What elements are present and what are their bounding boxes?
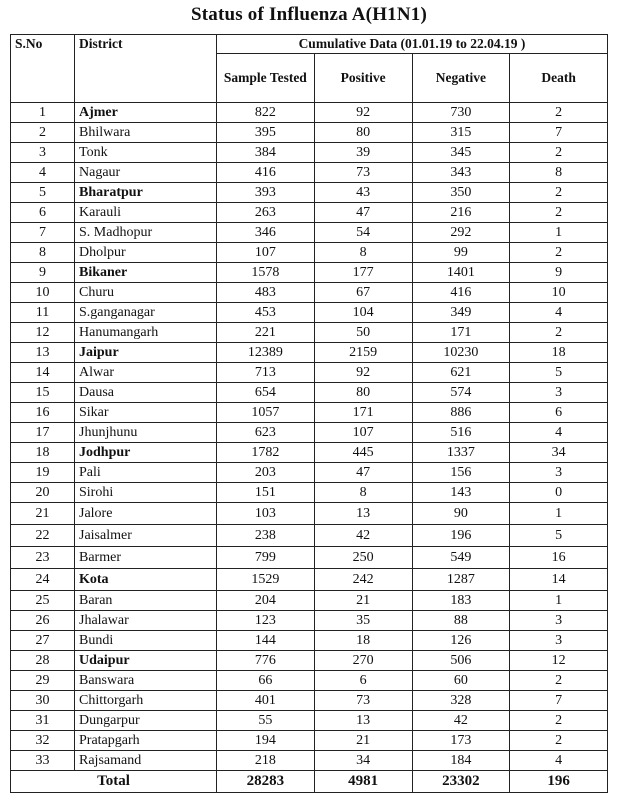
- cell-death: 3: [510, 611, 608, 631]
- table-row: [11, 691, 608, 711]
- cell-negative: 173: [412, 731, 510, 751]
- cell-sno: 27: [11, 631, 75, 651]
- cell-death: 5: [510, 363, 608, 383]
- cell-sno: 3: [11, 143, 75, 163]
- cell-sample-tested: 1782: [217, 443, 315, 463]
- cell-positive: 42: [314, 525, 412, 547]
- cell-death: 2: [510, 323, 608, 343]
- table-row: [11, 223, 608, 243]
- cell-sno: 28: [11, 651, 75, 671]
- cell-death: 2: [510, 103, 608, 123]
- cell-death: 1: [510, 591, 608, 611]
- table-row: [11, 243, 608, 263]
- cell-positive: 8: [314, 483, 412, 503]
- cell-sno: 33: [11, 751, 75, 771]
- table-row: [11, 547, 608, 569]
- cell-district: Bikaner: [75, 263, 217, 283]
- h1n1-status-table: [10, 34, 608, 793]
- cell-sno: 8: [11, 243, 75, 263]
- table-row: [11, 443, 608, 463]
- cell-sno: 30: [11, 691, 75, 711]
- cell-death: 3: [510, 383, 608, 403]
- cell-negative: 184: [412, 751, 510, 771]
- cell-sample-tested: 822: [217, 103, 315, 123]
- cell-negative: 730: [412, 103, 510, 123]
- cell-negative: 315: [412, 123, 510, 143]
- cell-positive: 8: [314, 243, 412, 263]
- cell-sno: 9: [11, 263, 75, 283]
- cell-positive: 242: [314, 569, 412, 591]
- cell-district: Jhunjhunu: [75, 423, 217, 443]
- table-row: [11, 203, 608, 223]
- cell-sno: 24: [11, 569, 75, 591]
- table-row: [11, 423, 608, 443]
- cell-death: 2: [510, 183, 608, 203]
- header-positive: Positive: [314, 54, 412, 103]
- cell-negative: 328: [412, 691, 510, 711]
- cell-positive: 73: [314, 163, 412, 183]
- cell-district: Bharatpur: [75, 183, 217, 203]
- cell-sno: 29: [11, 671, 75, 691]
- cell-positive: 50: [314, 323, 412, 343]
- table-row: [11, 343, 608, 363]
- cell-positive: 171: [314, 403, 412, 423]
- cell-negative: 516: [412, 423, 510, 443]
- cell-positive: 43: [314, 183, 412, 203]
- table-row: [11, 383, 608, 403]
- cell-positive: 2159: [314, 343, 412, 363]
- cell-total-positive: 4981: [314, 771, 412, 793]
- cell-positive: 34: [314, 751, 412, 771]
- cell-sample-tested: 346: [217, 223, 315, 243]
- cell-death: 7: [510, 123, 608, 143]
- cell-sample-tested: 623: [217, 423, 315, 443]
- table-row: [11, 731, 608, 751]
- cell-death: 2: [510, 711, 608, 731]
- total-row: [11, 771, 608, 793]
- cell-negative: 60: [412, 671, 510, 691]
- cell-sample-tested: 393: [217, 183, 315, 203]
- table-row: [11, 463, 608, 483]
- cell-district: Jhalawar: [75, 611, 217, 631]
- cell-district: Dungarpur: [75, 711, 217, 731]
- cell-district: Udaipur: [75, 651, 217, 671]
- total-label: Total: [11, 771, 217, 793]
- cell-sno: 2: [11, 123, 75, 143]
- cell-positive: 104: [314, 303, 412, 323]
- cell-sno: 32: [11, 731, 75, 751]
- cell-sample-tested: 103: [217, 503, 315, 525]
- cell-sno: 1: [11, 103, 75, 123]
- cell-sno: 10: [11, 283, 75, 303]
- cell-sample-tested: 194: [217, 731, 315, 751]
- cell-death: 1: [510, 223, 608, 243]
- cell-positive: 107: [314, 423, 412, 443]
- cell-sno: 17: [11, 423, 75, 443]
- table-row: [11, 751, 608, 771]
- table-row: [11, 363, 608, 383]
- table-row: [11, 483, 608, 503]
- table-row: [11, 403, 608, 423]
- cell-positive: 18: [314, 631, 412, 651]
- header-negative: Negative: [412, 54, 510, 103]
- cell-sample-tested: 401: [217, 691, 315, 711]
- cell-death: 3: [510, 631, 608, 651]
- cell-negative: 171: [412, 323, 510, 343]
- cell-district: Dholpur: [75, 243, 217, 263]
- header-district: District: [75, 35, 217, 103]
- cell-negative: 216: [412, 203, 510, 223]
- cell-negative: 549: [412, 547, 510, 569]
- cell-positive: 445: [314, 443, 412, 463]
- cell-negative: 349: [412, 303, 510, 323]
- cell-negative: 126: [412, 631, 510, 651]
- cell-sample-tested: 713: [217, 363, 315, 383]
- cell-positive: 35: [314, 611, 412, 631]
- cell-negative: 506: [412, 651, 510, 671]
- table-row: [11, 283, 608, 303]
- cell-death: 12: [510, 651, 608, 671]
- cell-death: 18: [510, 343, 608, 363]
- cell-district: Jodhpur: [75, 443, 217, 463]
- cell-negative: 1287: [412, 569, 510, 591]
- cell-negative: 1337: [412, 443, 510, 463]
- cell-positive: 177: [314, 263, 412, 283]
- cell-negative: 99: [412, 243, 510, 263]
- cell-district: Pratapgarh: [75, 731, 217, 751]
- cell-negative: 621: [412, 363, 510, 383]
- cell-district: Sikar: [75, 403, 217, 423]
- cell-sno: 25: [11, 591, 75, 611]
- table-row: [11, 263, 608, 283]
- header-sample-tested: Sample Tested: [217, 54, 315, 103]
- cell-negative: 350: [412, 183, 510, 203]
- cell-district: Ajmer: [75, 103, 217, 123]
- cell-sample-tested: 799: [217, 547, 315, 569]
- cell-district: Rajsamand: [75, 751, 217, 771]
- cell-negative: 345: [412, 143, 510, 163]
- header-sno: S.No: [11, 35, 75, 103]
- table-row: [11, 183, 608, 203]
- cell-positive: 250: [314, 547, 412, 569]
- cell-sample-tested: 416: [217, 163, 315, 183]
- cell-sample-tested: 151: [217, 483, 315, 503]
- cell-district: Dausa: [75, 383, 217, 403]
- cell-death: 8: [510, 163, 608, 183]
- cell-negative: 1401: [412, 263, 510, 283]
- cell-district: Jalore: [75, 503, 217, 525]
- table-row: [11, 651, 608, 671]
- cell-district: Baran: [75, 591, 217, 611]
- cell-sample-tested: 384: [217, 143, 315, 163]
- cell-district: Karauli: [75, 203, 217, 223]
- cell-total-death: 196: [510, 771, 608, 793]
- cell-district: Barmer: [75, 547, 217, 569]
- table-row: [11, 123, 608, 143]
- cell-sno: 12: [11, 323, 75, 343]
- header-death: Death: [510, 54, 608, 103]
- cell-death: 6: [510, 403, 608, 423]
- table-row: [11, 569, 608, 591]
- table-row: [11, 323, 608, 343]
- cell-death: 4: [510, 751, 608, 771]
- cell-sample-tested: 776: [217, 651, 315, 671]
- cell-sample-tested: 55: [217, 711, 315, 731]
- cell-district: Nagaur: [75, 163, 217, 183]
- cell-sno: 26: [11, 611, 75, 631]
- cell-positive: 92: [314, 103, 412, 123]
- cell-positive: 21: [314, 591, 412, 611]
- cell-sno: 31: [11, 711, 75, 731]
- cell-sno: 13: [11, 343, 75, 363]
- cell-death: 10: [510, 283, 608, 303]
- table-row: [11, 163, 608, 183]
- cell-positive: 73: [314, 691, 412, 711]
- cell-death: 4: [510, 423, 608, 443]
- cell-sample-tested: 123: [217, 611, 315, 631]
- cell-sample-tested: 221: [217, 323, 315, 343]
- cell-sample-tested: 12389: [217, 343, 315, 363]
- cell-sno: 6: [11, 203, 75, 223]
- cell-negative: 10230: [412, 343, 510, 363]
- cell-sample-tested: 395: [217, 123, 315, 143]
- cell-district: Chittorgarh: [75, 691, 217, 711]
- cell-negative: 156: [412, 463, 510, 483]
- table-row: [11, 711, 608, 731]
- cell-negative: 42: [412, 711, 510, 731]
- cell-district: Pali: [75, 463, 217, 483]
- cell-sample-tested: 238: [217, 525, 315, 547]
- cell-sno: 5: [11, 183, 75, 203]
- cell-sample-tested: 1529: [217, 569, 315, 591]
- table-row: [11, 671, 608, 691]
- table-body: [11, 103, 608, 793]
- cell-sample-tested: 654: [217, 383, 315, 403]
- cell-sample-tested: 1057: [217, 403, 315, 423]
- cell-district: Jaipur: [75, 343, 217, 363]
- cell-sno: 11: [11, 303, 75, 323]
- cell-district: Sirohi: [75, 483, 217, 503]
- cell-sno: 18: [11, 443, 75, 463]
- table-row: [11, 611, 608, 631]
- cell-positive: 54: [314, 223, 412, 243]
- cell-death: 2: [510, 671, 608, 691]
- cell-sample-tested: 203: [217, 463, 315, 483]
- cell-district: Banswara: [75, 671, 217, 691]
- cell-death: 2: [510, 143, 608, 163]
- cell-death: 7: [510, 691, 608, 711]
- cell-death: 2: [510, 243, 608, 263]
- cell-district: Bhilwara: [75, 123, 217, 143]
- cell-sno: 23: [11, 547, 75, 569]
- cell-district: Tonk: [75, 143, 217, 163]
- cell-negative: 292: [412, 223, 510, 243]
- cell-sno: 15: [11, 383, 75, 403]
- cell-district: Alwar: [75, 363, 217, 383]
- page-title: Status of Influenza A(H1N1): [190, 4, 428, 25]
- cell-sample-tested: 144: [217, 631, 315, 651]
- cell-negative: 574: [412, 383, 510, 403]
- cell-negative: 90: [412, 503, 510, 525]
- cell-district: S. Madhopur: [75, 223, 217, 243]
- cell-negative: 343: [412, 163, 510, 183]
- cell-district: Kota: [75, 569, 217, 591]
- cell-positive: 80: [314, 123, 412, 143]
- cell-positive: 21: [314, 731, 412, 751]
- table-row: [11, 525, 608, 547]
- cell-death: 2: [510, 203, 608, 223]
- cell-death: 14: [510, 569, 608, 591]
- cell-sno: 4: [11, 163, 75, 183]
- cell-district: S.ganganagar: [75, 303, 217, 323]
- cell-sno: 22: [11, 525, 75, 547]
- cell-district: Churu: [75, 283, 217, 303]
- cell-negative: 196: [412, 525, 510, 547]
- cell-positive: 270: [314, 651, 412, 671]
- cell-sample-tested: 204: [217, 591, 315, 611]
- cell-death: 0: [510, 483, 608, 503]
- cell-district: Hanumangarh: [75, 323, 217, 343]
- table-row: [11, 503, 608, 525]
- table-row: [11, 103, 608, 123]
- cell-negative: 143: [412, 483, 510, 503]
- cell-death: 4: [510, 303, 608, 323]
- table-row: [11, 591, 608, 611]
- cell-negative: 183: [412, 591, 510, 611]
- cell-sample-tested: 1578: [217, 263, 315, 283]
- cell-death: 3: [510, 463, 608, 483]
- cell-sample-tested: 263: [217, 203, 315, 223]
- cell-sample-tested: 483: [217, 283, 315, 303]
- header-cumulative: Cumulative Data (01.01.19 to 22.04.19 ): [217, 35, 608, 54]
- table-row: [11, 303, 608, 323]
- cell-death: 34: [510, 443, 608, 463]
- table-row: [11, 143, 608, 163]
- cell-sno: 7: [11, 223, 75, 243]
- cell-sample-tested: 218: [217, 751, 315, 771]
- cell-death: 16: [510, 547, 608, 569]
- cell-total-negative: 23302: [412, 771, 510, 793]
- cell-negative: 886: [412, 403, 510, 423]
- cell-sample-tested: 453: [217, 303, 315, 323]
- cell-sample-tested: 107: [217, 243, 315, 263]
- cell-death: 2: [510, 731, 608, 751]
- cell-positive: 6: [314, 671, 412, 691]
- cell-sno: 16: [11, 403, 75, 423]
- cell-sno: 20: [11, 483, 75, 503]
- cell-positive: 92: [314, 363, 412, 383]
- cell-positive: 47: [314, 463, 412, 483]
- cell-positive: 13: [314, 711, 412, 731]
- cell-district: Jaisalmer: [75, 525, 217, 547]
- cell-positive: 13: [314, 503, 412, 525]
- cell-sno: 14: [11, 363, 75, 383]
- cell-positive: 47: [314, 203, 412, 223]
- cell-total-sample-tested: 28283: [217, 771, 315, 793]
- cell-death: 1: [510, 503, 608, 525]
- cell-positive: 67: [314, 283, 412, 303]
- cell-sample-tested: 66: [217, 671, 315, 691]
- cell-positive: 39: [314, 143, 412, 163]
- cell-negative: 416: [412, 283, 510, 303]
- cell-negative: 88: [412, 611, 510, 631]
- cell-positive: 80: [314, 383, 412, 403]
- cell-death: 5: [510, 525, 608, 547]
- cell-death: 9: [510, 263, 608, 283]
- cell-sno: 21: [11, 503, 75, 525]
- cell-sno: 19: [11, 463, 75, 483]
- cell-district: Bundi: [75, 631, 217, 651]
- table-row: [11, 631, 608, 651]
